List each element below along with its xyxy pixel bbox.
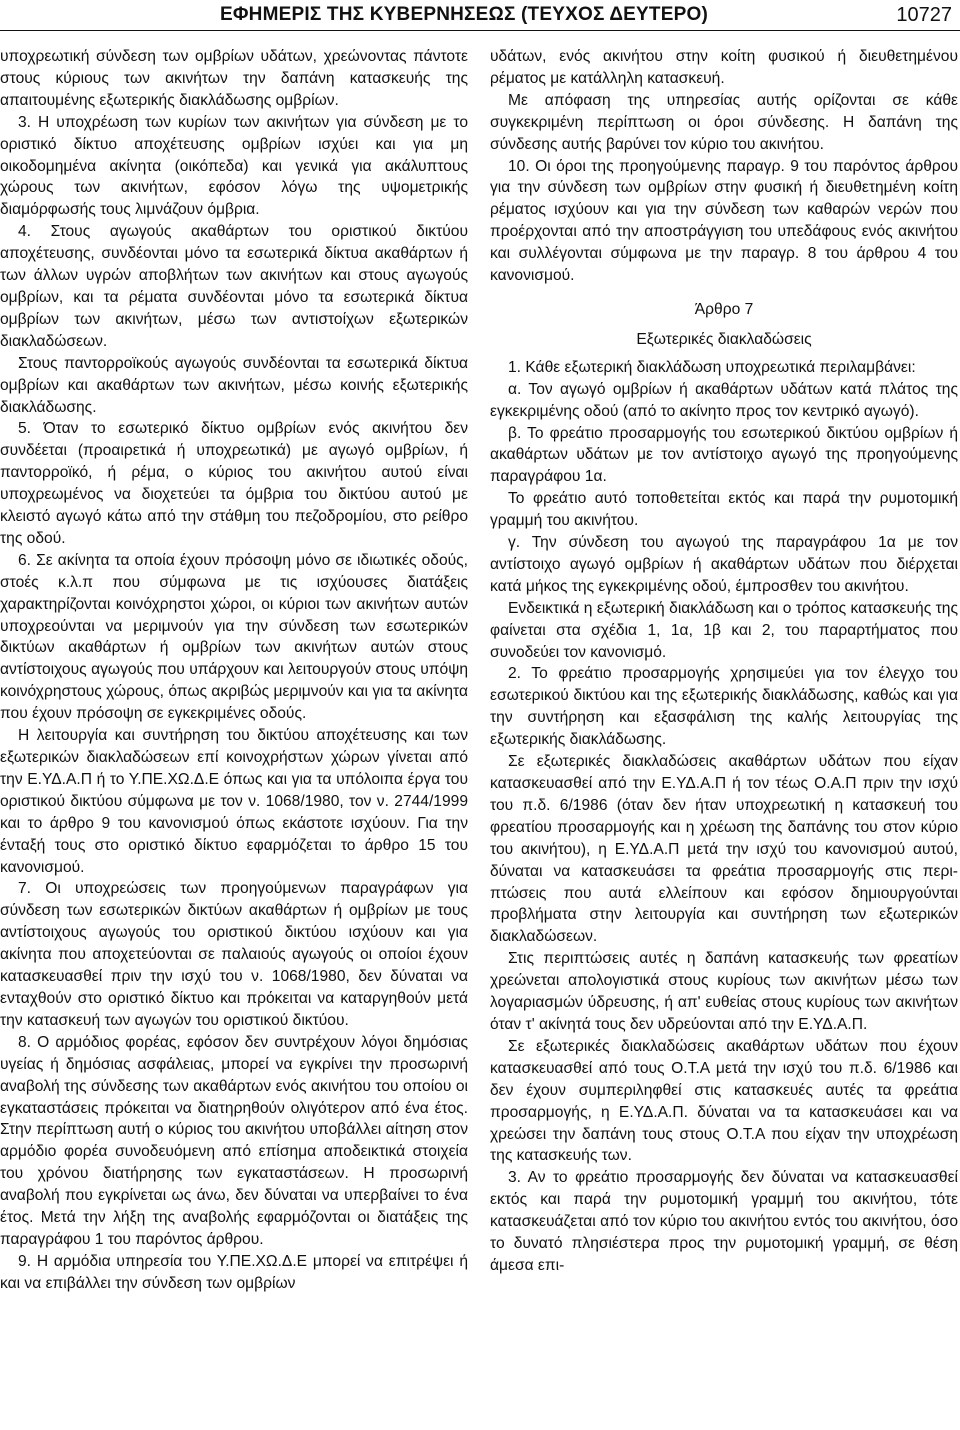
page-header — [0, 0, 960, 31]
paragraph: 2. Το φρεάτιο προσαρμογής χρησιμεύει για τον έλεγχο του εσωτερικού δικτύου και της εξωτερικής διακλάδωσης, καθώς και για την συντήρηση και εξασφάλιση της καλής λειτουργίας της εξωτερικής διακλάδωσης. — [490, 665, 958, 749]
page-number: 10727 — [896, 4, 952, 26]
paragraph: Σε εξωτερικές διακλαδώσεις ακαθάρτων υδάτων που έχουν κατασκευασθεί από τους Ο.Τ.Α μετά την ισχύ του π.δ. 6/1986 και δεν έχουν συμπεριληφθεί στις κατασκευές αυτές τα φρεάτια προσαρμογής, η Ε.ΥΔ.Α.Π. δύναται να τα κατασκευάσει και να χρεώσει την δαπάνη τους στους Ο.Τ.Α που είχαν την υποχρέωση της κατασκευής των. — [490, 1037, 958, 1165]
paragraph: Σε εξωτερικές διακλαδώσεις ακαθάρτων υδάτων που είχαν κατασκευασθεί από την Ε.ΥΔ.Α.Π ή τον τέως Ο.Α.Π πριν την ισχύ του π.δ. 6/1986 (όταν δεν ήταν υποχρεωτική η κατασκευή του φρεατίου προσαρμογής και η χρέωση της δαπάνης του στον κύριο του ακινήτου), η Ε.ΥΔ.Α.Π μετά την ισχύ του κανονισμού αυτού, δύναται να κατασκευάσει τα φρεάτια προσαρμογής στις περιπτώσεις που αυτά ελλείπουν και εφόσον δημιουργούνται προβλήματα στην λειτουργία και συντήρηση των εξωτερικών διακλαδώσεων. — [490, 753, 958, 946]
paragraph: Στις περιπτώσεις αυτές η δαπάνη κατασκευής των φρεατίων χρεώνεται απολογιστικά στους κυρίους των ακινήτων μέσω των λογαριασμών ύδρευσης, ή απ' ευθείας στους κυρίους των ακινήτων όταν τ' ακίνητά τους δεν υδρεύονται από την Ε.ΥΔ.Α.Π. — [490, 950, 958, 1033]
paragraph: 7. Οι υποχρεώσεις των προηγούμενων παραγράφων για σύνδεση των εσωτερικών δικτύων ακαθάρτων ή ομβρίων με τους αντίστοιχους αγωγούς του οριστικού δικτύου ισχύουν και για ακίνητα που αποχετεύονται σε παλαιούς αγωγούς οι οποίοι έχουν κατασκευασθεί πριν την ισχύ του ν. 1068/1980, δεν δύναται να ενταχθούν στο οριστικό δίκτυο και πρόκειται να καταργηθούν μετά την κατασκευή των αγωγών του οριστικού δικτύου. — [0, 880, 468, 1029]
paragraph: υποχρεωτική σύνδεση των ομβρίων υδάτων, χρεώνοντας πάντοτε στους κύριους των ακινήτων την δαπάνη κατασκευής της απαιτουμένης εξωτερικής διακλάδωσης ομβρίων. — [0, 48, 468, 109]
paragraph: 5. Όταν το εσωτερικό δίκτυο ομβρίων ενός ακινήτου δεν συνδέεται (προαιρετικά ή υποχρεωτικά) με αγωγό ομβρίων, ή παντορροϊκό, ή ρέμα, ο κύριος του ακινήτου αυτού είναι υποχρεωμένος να διοχετεύει τα όμβρια του δικτύου αυτού με κλειστό αγωγό κάτω από την στάθμη του πεζοδρομίου, στο ρείθρο της οδού. — [0, 420, 468, 547]
paragraph: 6. Σε ακίνητα τα οποία έχουν πρόσοψη μόνο σε ιδιωτικές οδούς, στοές κ.λ.π που σύμφωνα με τις ισχύουσες διατάξεις χαρακτηρίζονται κοινόχρηστοι χώροι, οι κύριοι των ακινήτων αυτών υποχρεούνται να μεριμνούν για την σύνδεση των εσωτερικών δικτύων ακαθάρτων ή ομβρίων των ακινήτων αυτών στους αντίστοιχους αγωγούς που υπάρχουν και λειτουργούν στους υπόψη κοινόχρηστους χώρους, όπως ακριβώς μεριμνούν και για τα ακίνητα που έχουν πρόσοψη σε εγκεκριμένες οδούς. — [0, 551, 468, 723]
paragraph: Ενδεικτικά η εξωτερική διακλάδωση και ο τρόπος κατασκευής της φαίνεται στα σχέδια 1, 1α, 1β και 2, του παραρτήματος που συνοδεύει τον κανονισμό. — [490, 599, 958, 661]
right-column — [490, 46, 958, 1277]
article-subtitle: Εξωτερικές διακλαδώσεις — [636, 330, 812, 348]
paragraph: Το φρεάτιο αυτό τοποθετείται εκτός και παρά την ρυμοτομική γραμμή του ακινήτου. — [490, 490, 958, 530]
paragraph: 3. Αν το φρεάτιο προσαρμογής δεν δύναται να κατασκευασθεί εκτός και παρά την ρυμοτομική γραμμή του ακινήτου, τότε κατασκευάζεται από τον κύριο του ακινήτου εντός του ακινήτου, όσο το δυνατό πλησιέστερα προς την ρυμοτομική γραμμή, σε θέση άμεσα επι- — [490, 1169, 958, 1274]
paragraph: 10. Οι όροι της προηγούμενης παραγρ. 9 του παρόντος άρθρου για την σύνδεση των ομβρίων στην φυσική ή διευθετημένη κοίτη ρέματος ισχύουν και για την σύνδεση των καθαρών νερών που προέρχονται από την αποστράγγιση του υπεδάφους ενός ακινήτου και συλλέγονται σύμφωνα με την παραγρ. 8 του άρθρου 4 του κανονισμού. — [490, 157, 958, 285]
paragraph: υδάτων, ενός ακινήτου στην κοίτη φυσικού ή διευθετημένου ρέματος με κατάλληλη κατασκευή. — [490, 48, 958, 87]
paragraph: 3. Η υποχρέωση των κυρίων των ακινήτων για σύνδεση με το οριστικό δίκτυο αποχέτευσης ομβρίων ισχύει και για μη οικοδομημένα ακίνητα (οικόπεδα) και γενικά για ακάλυπτους χώρους των ακινήτων, εφόσον λόγω της υψομετρικής διαμόρφωσής τους λιμνάζουν όμβρια. — [0, 113, 468, 219]
paragraph: 1. Κάθε εξωτερική διακλάδωση υποχρεωτικά περιλαμβάνει: — [508, 358, 916, 376]
article-title: Άρθρο 7 — [694, 300, 754, 318]
paragraph: Με απόφαση της υπηρεσίας αυτής ορίζονται σε κάθε συγκεκριμένη περίπτωση οι όροι σύνδεσης. Η δαπάνη της σύνδεσης αυτής βαρύνει τον κύριο του ακινήτου. — [490, 91, 958, 153]
paragraph: 8. Ο αρμόδιος φορέας, εφόσον δεν συντρέχουν λόγοι δημόσιας υγείας ή δημόσιας ασφάλειας, μπορεί να εγκρίνει την προσωρινή αναβολή της σύνδεσης των ακαθάρτων ενός ακινήτου του οποίου οι εγκαταστάσεις πρόκειται να διατηρηθούν ολιγότερον από ένα έτος. Στην περίπτωση αυτή ο κύριος του ακινήτου υποβάλλει αίτηση στον αρμόδιο φορέα συνοδευόμενη από επίσημα αποδεικτικά στοιχεία του χρόνου διατήρησης των εγκαταστάσεων. Η προσωρινή αναβολή που εγκρίνεται ως άνω, δεν δύναται να υπερβαίνει το ένα έτος. Μετά την λήξη της αναβολής εφαρμόζονται οι διατάξεις της παραγράφου 1 του παρόντος άρθρου. — [0, 1033, 468, 1248]
paragraph: Στους παντορροϊκούς αγωγούς συνδέονται τα εσωτερικά δίκτυα ομβρίων και ακαθάρτων των ακινήτων, μέσω κοινής εξωτερικής διακλάδωσης. — [0, 354, 468, 416]
paragraph: Η λειτουργία και συντήρηση του δικτύου αποχέτευσης και των εξωτερικών διακλαδώσεων επί κοινοχρήστων χώρων γίνεται από την Ε.ΥΔ.Α.Π ή το Υ.ΠΕ.ΧΩ.Δ.Ε όπως και για τα υπόλοιπα έργα του οριστικού δικτύου σύμφωνα με τον ν. 1068/1980, τον ν. 2744/1999 και το άρθρο 9 του κανονισμού όπως εκάστοτε ισχύουν. Για την ένταξή τους στο οριστικό δίκτυο εφαρμόζεται το άρθρο 15 του κανονισμού. — [0, 727, 468, 876]
paragraph: 9. Η αρμόδια υπηρεσία του Υ.ΠΕ.ΧΩ.Δ.Ε μπορεί να επιτρέψει ή και να επιβάλλει την σύνδεση των ομβρίων — [0, 1252, 468, 1292]
left-column — [0, 46, 468, 1295]
paragraph: γ. Την σύνδεση του αγωγού της παραγράφου 1α με τον αντίστοιχο αγωγό ομβρίων ή ακαθάρτων υδάτων που διέρχεται κατά μήκος της εγκεκριμένης οδού, έμπροσθεν του ακινήτου. — [490, 534, 958, 595]
gazette-title: ΕΦΗΜΕΡΙΣ ΤΗΣ ΚΥΒΕΡΝΗΣΕΩΣ (ΤΕΥΧΟΣ ΔΕΥΤΕΡΟ) — [220, 4, 708, 25]
paragraph: α. Τον αγωγό ομβρίων ή ακαθάρτων υδάτων κατά πλάτος της εγκεκριμένης οδού (από το ακίνητο προς τον κεντρικό αγωγό). — [490, 380, 958, 420]
paragraph: β. Το φρεάτιο προσαρμογής του εσωτερικού δικτύου ομβρίων ή ακαθάρτων υδάτων με τον αντίστοιχο αγωγό της προηγούμενης παραγράφου 1α. — [490, 424, 958, 486]
paragraph: 4. Στους αγωγούς ακαθάρτων του οριστικού δικτύου αποχέτευσης, συνδέονται μόνο τα εσωτερικά δίκτυα ακαθάρτων ή των άλλων υγρών αποβλήτων των ακινήτων και στους αγωγούς ομβρίων, και τα ρέματα συνδέονται μόνο τα εσωτερικά δίκτυα ομβρίων των ακινήτων, μέσω των αντιστοίχων εξωτερικών διακλαδώσεων. — [0, 223, 468, 350]
